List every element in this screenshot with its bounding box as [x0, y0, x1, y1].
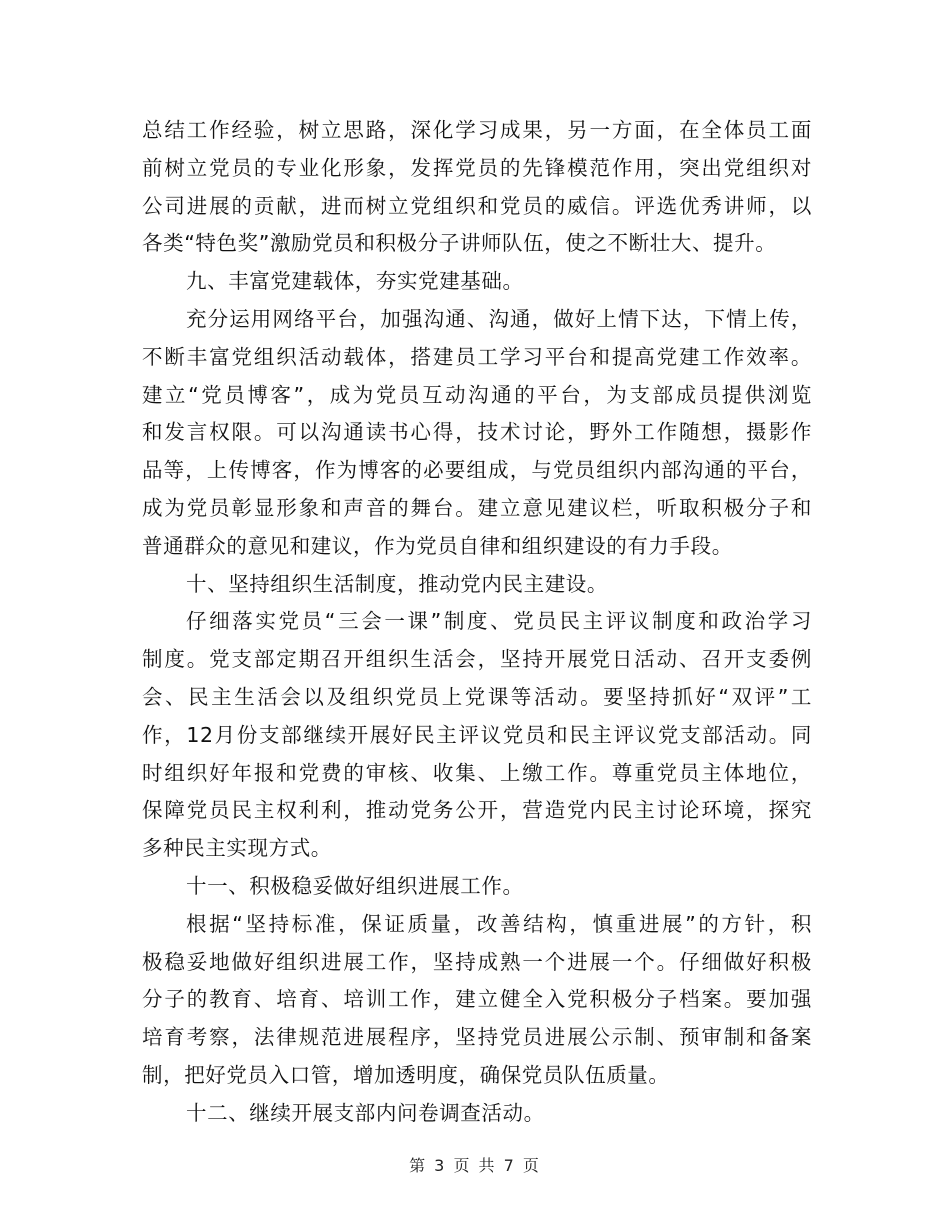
text-line: 培育考察，法律规范进展程序，坚持党员进展公示制、预审制和备案 — [142, 1025, 812, 1050]
text-line: 十一、积极稳妥做好组织进展工作。 — [186, 873, 524, 898]
text-line: 普通群众的意见和建议，作为党员自律和组织建设的有力手段。 — [142, 533, 733, 558]
text-line: 前树立党员的专业化形象，发挥党员的先锋模范作用，突出党组织对 — [142, 155, 812, 180]
text-line: 十、坚持组织生活制度，推动党内民主建设。 — [186, 571, 608, 596]
text-line: 不断丰富党组织活动载体，搭建员工学习平台和提高党建工作效率。 — [142, 344, 812, 369]
text-line: 品等，上传博客，作为博客的必要组成，与党员组织内部沟通的平台， — [142, 458, 812, 483]
text-line: 公司进展的贡献，进而树立党组织和党员的威信。评选优秀讲师，以 — [142, 193, 812, 218]
text-line: 会、民主生活会以及组织党员上党课等活动。要坚持抓好“双评”工 — [142, 684, 812, 709]
text-line: 九、丰富党建载体，夯实党建基础。 — [186, 269, 524, 294]
text-line: 充分运用网络平台，加强沟通、沟通，做好上情下达，下情上传， — [186, 306, 812, 331]
text-line: 多种民主实现方式。 — [142, 836, 332, 861]
text-line: 作，12月份支部继续开展好民主评议党员和民主评议党支部活动。同 — [142, 722, 812, 747]
text-line: 时组织好年报和党费的审核、收集、上缴工作。尊重党员主体地位， — [142, 760, 812, 785]
text-line: 保障党员民主权利利，推动党务公开，营造党内民主讨论环境，探究 — [142, 798, 812, 823]
text-line: 根据“坚持标准，保证质量，改善结构，慎重进展”的方针，积 — [186, 911, 812, 936]
page-footer: 第 3 页 共 7 页 — [409, 1156, 541, 1175]
text-line: 制，把好党员入口管，增加透明度，确保党员队伍质量。 — [142, 1062, 670, 1087]
text-line: 制度。党支部定期召开组织生活会，坚持开展党日活动、召开支委例 — [142, 647, 812, 672]
text-line: 十二、继续开展支部内问卷调查活动。 — [186, 1100, 545, 1125]
text-line: 仔细落实党员“三会一课”制度、党员民主评议制度和政治学习 — [186, 609, 812, 634]
text-line: 和发言权限。可以沟通读书心得，技术讨论，野外工作随想，摄影作 — [142, 420, 812, 445]
text-line: 建立“党员博客”，成为党员互动沟通的平台，为支部成员提供浏览 — [142, 382, 812, 407]
text-line: 总结工作经验，树立思路，深化学习成果，另一方面，在全体员工面 — [142, 118, 812, 142]
document-body — [142, 112, 812, 1133]
text-line: 分子的教育、培育、培训工作，建立健全入党积极分子档案。要加强 — [142, 987, 812, 1012]
text-line: 成为党员彰显形象和声音的舞台。建立意见建议栏，听取积极分子和 — [142, 495, 812, 520]
text-line: 极稳妥地做好组织进展工作，坚持成熟一个进展一个。仔细做好积极 — [142, 949, 812, 974]
text-line: 各类“特色奖”激励党员和积极分子讲师队伍，使之不断壮大、提升。 — [142, 231, 777, 256]
